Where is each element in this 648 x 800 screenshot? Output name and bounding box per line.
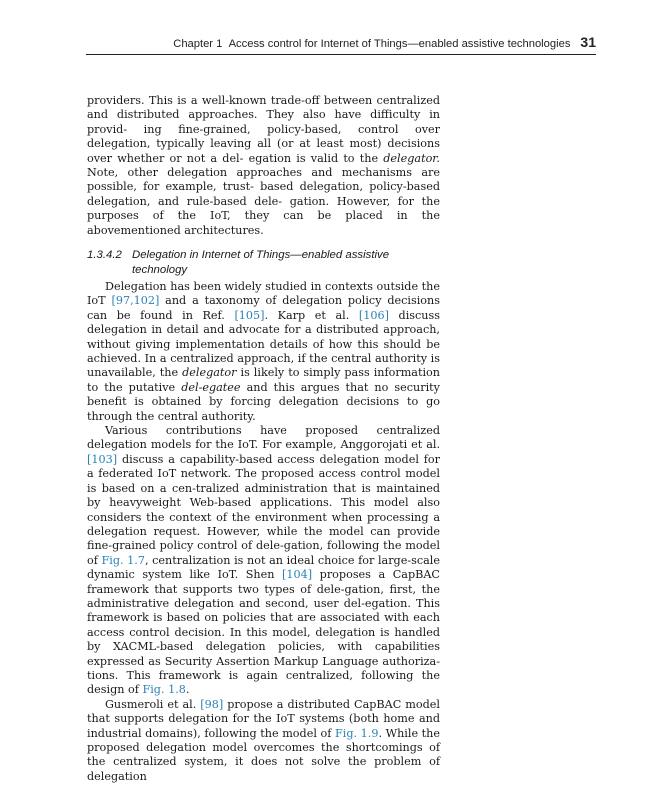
- section-heading: [87, 248, 447, 278]
- emphasis: delegator.: [383, 151, 440, 165]
- citation-link[interactable]: [98]: [200, 697, 224, 711]
- paragraph-3: Gusmeroli et al. [98] propose a distributed CapBAC model that supports delegation for the IoT systems (both home and industrial domains), following the model of Fig. 1.9. While the proposed delegation model overcomes the shortcomings of the centralized system, it does not solve the problem of delegation: [87, 697, 440, 783]
- citation-link[interactable]: [104]: [282, 568, 313, 582]
- citation-link[interactable]: [106]: [358, 308, 389, 322]
- section-title-line2: technology: [132, 264, 188, 276]
- intro-paragraph: [87, 94, 440, 238]
- citation-link[interactable]: [105]: [234, 308, 265, 322]
- chapter-label: Chapter 1: [173, 38, 223, 50]
- emphasis: del-: [181, 380, 203, 394]
- running-head: [86, 34, 596, 50]
- paragraph-2: Various contributions have proposed centralized delegation models for the IoT. For example, Anggorojati et al. [103] discuss a capability-based access delegation model for a federated IoT network. The proposed access control model is based on a cen-tralized administration that is maintained by heavyweight Web-based applications. This model also considers the context of the environment when processing a delegation request. However, while the model can provide fine-grained policy control of dele-gation, following the model of Fig. 1.7, centralization is not an ideal choice for large-scale dynamic system like IoT. Shen [104] proposes a CapBAC framework that supports two types of dele-gation, first, the administrative delegation and second, user del-egation. This framework is based on policies that are associated with each access control decision. In this model, delegation is handled by XACML-based delegation policies, with capabilities expressed as Security Assertion Markup Language authoriza-tions. This framework is again centralized, following the design of Fig. 1.8.: [87, 424, 441, 697]
- section-title-line1: Delegation in Internet of Things—enabled assistive: [132, 249, 390, 261]
- section-body: [87, 280, 440, 784]
- paragraph-1: Delegation has been widely studied in contexts outside the IoT [97,102] and a taxonomy of delegation policy decisions can be found in Ref. [105]. Karp et al. [106] discuss delegation in detail and advocate for a distributed approach, without giving implementation details of how this should be achieved. In a centralized approach, if the central authority is unavailable, the delegator is likely to simply pass information to the putative del-egatee and this argues that no security benefit is obtained by forcing delegation decisions to go through the central authority.: [87, 280, 440, 423]
- figure-link[interactable]: Fig. 1.9: [334, 726, 379, 740]
- figure-link[interactable]: Fig. 1.7: [101, 553, 145, 567]
- chapter-title: Access control for Internet of Things—enabled assistive technologies: [228, 38, 571, 50]
- emphasis: delegator: [182, 366, 237, 380]
- header-rule: [86, 54, 596, 55]
- text-line: providers. This is a well-known trade-off between centralized and distributed approaches. They also have difficulty in provid- ing fine-grained, policy-based, control over delegation, typically leaving all (or at least most) decisions over whether or not a del- egation is valid to the delegator. Note, other delegation approaches and mechanisms are possible, for example, trust- based delegation, policy-based delegation, and rule-based dele- gation. However, for the purposes of the IoT, they can be placed in the abovementioned architectures.: [87, 94, 440, 237]
- figure-link[interactable]: Fig. 1.8: [142, 683, 186, 697]
- citation-link[interactable]: [103]: [87, 452, 118, 466]
- section-number: 1.3.4.2: [87, 249, 122, 261]
- emphasis: egatee: [202, 380, 241, 394]
- page-number: 31: [580, 34, 596, 50]
- citation-link[interactable]: [97,102]: [111, 294, 160, 308]
